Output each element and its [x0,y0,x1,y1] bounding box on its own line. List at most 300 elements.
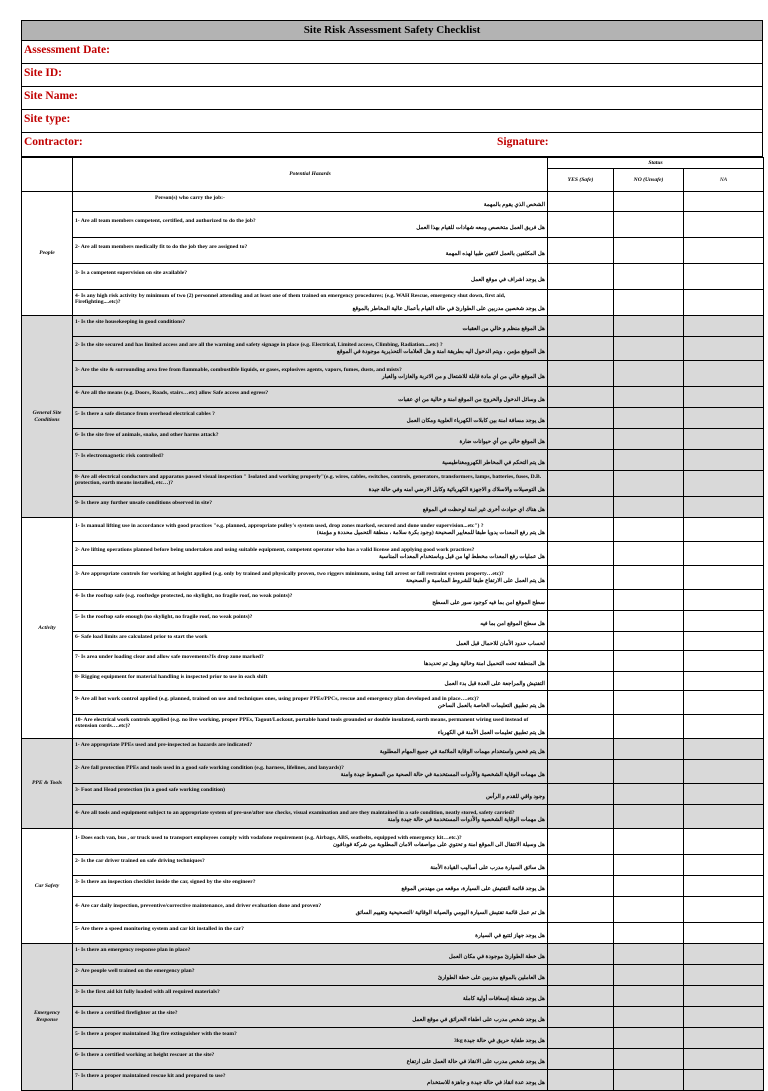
hazard-text-ar: هل يتم العمل على الارتفاع طبقا للشروط المناسبة و الصحيحة [405,577,545,584]
status-na-cell[interactable] [684,784,764,805]
status-yes-cell[interactable] [548,672,614,691]
hazard-text-en: 4- Is there a certified firefighter at the site? [75,1010,178,1017]
status-yes-cell[interactable] [548,651,614,672]
hazard-text-en: 1- Does each van, bus , or truck used to transport employees comply with vodafone requirement (e.g. Airbags, ABS, seatbelts, equipped with emergency kit…etc.)? [75,834,462,841]
hazard-text-en: 2- Is the site secured and has limited access and are all the warning and safety signage in place (e.g. Electrical, Limited access, Climbing, Radiation....etc) ? [75,341,443,348]
status-no-cell[interactable] [614,450,684,471]
section-label: Activity [22,518,73,739]
status-yes-cell[interactable] [548,739,614,760]
status-yes-cell[interactable] [548,805,614,829]
status-no-cell[interactable] [614,944,684,965]
hazard-text-ar: هل يوجد اشراف في موقع العمل [471,276,545,283]
status-na-cell[interactable] [684,611,764,632]
hazard-text-ar: هل يتم تطبيق التعليمات الخاصة بالعمل الساخن [437,702,545,709]
hazard-text-en: 9- Is there any further unsafe conditions observed in site? [75,500,212,507]
status-na-cell[interactable] [684,965,764,986]
status-no-cell[interactable] [614,1049,684,1070]
status-na-cell[interactable] [684,986,764,1007]
hazard-text-ar: الشخص الذي يقوم بالمهمة [483,201,545,208]
table-row [22,212,764,238]
table-row [22,760,764,784]
table-row [22,450,764,471]
section-label: Emergency Response [22,944,73,1091]
hazard-cell [73,316,548,337]
hazard-text-en: 1- Are appropriate PPEs used and pre-inspected as hazards are indicated? [75,742,253,749]
section-label: General Site Conditions [22,316,73,518]
no-header: NO (Unsafe) [614,169,684,192]
table-row [22,829,764,855]
hazard-text-ar: هل الموقع خالي من اي مادة قابلة للاشتعال و من الاتربة والغازات والغبار [381,373,545,380]
hazard-cell [73,264,548,290]
hazard-cell [73,361,548,387]
hazard-text-ar: هل يوجد شخصين مدربين على الطوارئ في حالة القيام بأعمال عالية المخاطر بالموقع [352,305,545,312]
status-no-cell[interactable] [614,897,684,923]
hazard-cell [73,760,548,784]
hazard-text-en: 4- Is any high risk activity by minimum of two (2) personnel attending and at least one of them trained on emergency procedures; (e.g. WAH Rescue, emergency shut down, first aid, Firefighting....etc)? [75,292,506,306]
hazard-cell [73,566,548,590]
status-yes-cell[interactable] [548,542,614,566]
hazard-cell [73,691,548,715]
status-yes-cell[interactable] [548,829,614,855]
hazard-text-ar: هل وسائل الدخول والخروج من الموقع امنة و خالية من اي عقبات [398,397,545,403]
status-na-cell[interactable] [684,387,764,408]
status-na-cell[interactable] [684,1049,764,1070]
table-row [22,739,764,760]
hazard-text-en: 3- Are the site & surrounding area free from flammable, combustible liquids, or gases, explosives agents, vapors, fumes, dusts, and mists? [75,366,402,373]
status-no-cell[interactable] [614,542,684,566]
hazard-cell [73,590,548,611]
status-no-cell[interactable] [614,387,684,408]
table-row [22,1070,764,1091]
status-yes-cell[interactable] [548,316,614,337]
hazard-text-en: 4- Are all tools and equipment subject to an appropriate system of pre-use/after use checks, visual examination and are they maintained in a safe condition, neatly stored, safety carried? [75,809,515,816]
hazard-text-ar: لحساب حدود الأمان للاحمال قبل العمل [456,641,545,647]
hazard-text-ar: هل العاملين بالموقع مدربين على خطة الطوارئ [437,975,545,981]
hazard-text-ar: هل يوجد شخص مدرب على الانقاذ في حالة العمل على ارتفاع [406,1059,545,1065]
status-na-cell[interactable] [684,651,764,672]
status-na-cell[interactable] [684,497,764,518]
hazard-cell [73,192,548,212]
page-title: Site Risk Assessment Safety Checklist [21,20,763,41]
contractor-label: Contractor: [24,136,83,148]
table-row [22,337,764,361]
hazard-text-en: 4- Is the rooftop safe (e.g. rooftedge protected, no skylight, no fragile roof, no weak points)? [75,593,293,600]
hazard-cell [73,429,548,450]
hazard-text-ar: هل التوصيلات والاسلاك و الاجهزة الكهربائية وكابل الارضي امنه وفي حالة جيدة [368,486,545,493]
header-blank [22,158,73,192]
status-no-cell[interactable] [614,805,684,829]
hazard-cell [73,986,548,1007]
hazard-text-ar: هل وسيلة الانتقال الى الموقع امنة و تحتوي على مواصفات الامان المطلوبة من شركة فودافون [332,841,545,848]
table-row [22,715,764,739]
section-label: PPE & Tools [22,739,73,829]
status-yes-cell[interactable] [548,408,614,429]
hazard-text-en: 7- Is there a proper maintained rescue kit and prepared to use? [75,1073,226,1080]
hazard-cell [73,471,548,497]
status-na-cell[interactable] [684,316,764,337]
site-name-label: Site Name: [24,90,78,102]
status-na-cell[interactable] [684,829,764,855]
table-row [22,965,764,986]
status-na-cell[interactable] [684,897,764,923]
table-row [22,192,764,212]
hazard-cell [73,212,548,238]
hazard-text-ar: هل يوجد جهاز لتتبع في السيارة [475,933,545,939]
hazard-text-en: 2- Are people well trained on the emergency plan? [75,968,195,975]
status-na-cell[interactable] [684,450,764,471]
table-row [22,238,764,264]
hazard-cell [73,739,548,760]
hazard-text-ar: هل يوجد طفاية حريق في حالة جيدة 3kg [453,1038,545,1044]
status-no-cell[interactable] [614,986,684,1007]
hazard-table [21,157,764,1091]
status-na-cell[interactable] [684,192,764,212]
status-yes-cell[interactable] [548,855,614,876]
hazard-text-ar: هل يوجد شنطة إسعافات أولية كاملة [462,996,545,1002]
hazard-text-ar: هل تم عمل قائمة تفتيش السيارة اليومي والصيانة الوقائية /التصحيحية وتقييم السائق [355,909,545,916]
table-row [22,855,764,876]
table-row [22,542,764,566]
status-yes-cell[interactable] [548,986,614,1007]
hazard-cell [73,876,548,897]
status-na-cell[interactable] [684,408,764,429]
status-yes-cell[interactable] [548,632,614,651]
status-yes-cell[interactable] [548,238,614,264]
status-na-cell[interactable] [684,805,764,829]
hazard-text-en: 2- Are fall protection PPEs and tools used in a good safe working condition (e.g. harness, lifelines, and lanyards)? [75,764,344,771]
table-row [22,611,764,632]
potential-hazards-header: Potential Hazards [73,158,548,192]
status-no-cell[interactable] [614,1070,684,1091]
status-yes-cell[interactable] [548,429,614,450]
hazard-cell [73,1070,548,1091]
hazard-cell [73,497,548,518]
status-no-cell[interactable] [614,316,684,337]
table-row [22,691,764,715]
hazard-text-ar: هل مهمات الوقاية الشخصية والأدوات المستخدمة في حالة جيدة وامنة [387,816,545,823]
hazard-text-ar: سطح الموقع امن بما فيه كوجود سور على السطح [432,600,545,606]
hazard-text-en: 6- Is there a certified working at height rescuer at the site? [75,1052,215,1059]
status-no-cell[interactable] [614,632,684,651]
status-na-cell[interactable] [684,337,764,361]
status-na-cell[interactable] [684,471,764,497]
status-na-cell[interactable] [684,691,764,715]
status-no-cell[interactable] [614,739,684,760]
status-na-cell[interactable] [684,264,764,290]
status-no-cell[interactable] [614,1028,684,1049]
status-yes-cell[interactable] [548,611,614,632]
table-row [22,897,764,923]
assessment-date-label: Assessment Date: [24,44,110,56]
hazard-text-ar: هل يوجد قائمة التفتيش على السيارة، موقعه من مهندس الموقع [401,886,545,892]
status-no-cell[interactable] [614,829,684,855]
hazard-text-ar: هل المنطقة تحت التحميل امنة وخالية وهل تم تحديدها [423,661,545,667]
hazard-text-ar: هل الموقع خالي من أي حيوانات ضارة [459,439,545,445]
status-header: Status [548,158,764,169]
status-yes-cell[interactable] [548,387,614,408]
table-row [22,672,764,691]
status-yes-cell[interactable] [548,290,614,316]
status-na-cell[interactable] [684,739,764,760]
hazard-text-ar: هل يوجد شخص مدرب على اطفاء الحرائق في موقع العمل [412,1017,545,1023]
hazard-cell [73,408,548,429]
status-yes-cell[interactable] [548,450,614,471]
status-na-cell[interactable] [684,632,764,651]
hazard-text-en: 4- Are all the means (e.g. Doors, Roads, stairs…etc) allow Safe access and egress? [75,390,269,397]
status-na-cell[interactable] [684,944,764,965]
table-row [22,566,764,590]
status-yes-cell[interactable] [548,590,614,611]
status-na-cell[interactable] [684,1028,764,1049]
status-no-cell[interactable] [614,238,684,264]
hazard-cell [73,632,548,651]
table-row [22,923,764,944]
hazard-cell [73,829,548,855]
hazard-text-en: Person(s) who carry the job:- [155,194,225,201]
status-no-cell[interactable] [614,290,684,316]
status-yes-cell[interactable] [548,566,614,590]
table-row [22,497,764,518]
status-yes-cell[interactable] [548,923,614,944]
status-no-cell[interactable] [614,923,684,944]
status-yes-cell[interactable] [548,1070,614,1091]
table-row [22,361,764,387]
hazard-cell [73,855,548,876]
hazard-text-ar: هل فريق العمل متخصص ومعه شهادات للقيام بهذا العمل [416,224,545,231]
status-no-cell[interactable] [614,566,684,590]
hazard-text-en: 2- Are lifting operations planned before being undertaken and using suitable equipment, competent operator who has a valid license and applying good work practices? [75,546,475,553]
status-no-cell[interactable] [614,784,684,805]
hazard-text-ar: هل مهمات الوقاية الشخصية والأدوات المستخدمة في حالة الصحية من السقوط جيدة وامنة [340,771,545,778]
table-row [22,290,764,316]
status-no-cell[interactable] [614,212,684,238]
status-no-cell[interactable] [614,192,684,212]
status-yes-cell[interactable] [548,760,614,784]
hazard-cell [73,784,548,805]
hazard-text-ar: التفتيش والمراجعة على العدة قبل بدء العمل [444,681,545,687]
status-na-cell[interactable] [684,1070,764,1091]
status-yes-cell[interactable] [548,965,614,986]
status-yes-cell[interactable] [548,897,614,923]
table-row [22,429,764,450]
hazard-cell [73,387,548,408]
table-row [22,1007,764,1028]
assessment-date-field[interactable] [21,41,763,64]
hazard-text-en: 3- Is there an inspection checklist inside the car, signed by the site engineer? [75,879,256,886]
table-row [22,316,764,337]
status-na-cell[interactable] [684,566,764,590]
status-no-cell[interactable] [614,855,684,876]
status-no-cell[interactable] [614,965,684,986]
hazard-cell [73,337,548,361]
status-yes-cell[interactable] [548,876,614,897]
status-no-cell[interactable] [614,1007,684,1028]
hazard-cell [73,450,548,471]
signature-label: Signature: [497,136,549,148]
hazard-text-ar: هل الموقع مؤمن ، ويتم الدخول اليه بطريقة امنة و هل العلامات التحذيرية موجودة في الموقع [336,348,545,355]
hazard-text-en: 10- Are electrical work controls applied (e.g. no live working, proper PPEs, Tagout/Lockout, portable hand tools grounded or double insulated, earth means, permanent wiring used instead of extension cords….etc)? [75,716,529,730]
section-label: People [22,192,73,316]
status-na-cell[interactable] [684,518,764,542]
status-no-cell[interactable] [614,876,684,897]
hazard-cell [73,290,548,316]
hazard-text-en: 8- Rigging equipment for material handling is inspected prior to use in each shift [75,674,268,681]
checklist-page [21,20,763,1091]
hazard-cell [73,965,548,986]
hazard-text-ar: هل عمليات رفع المعدات مخطط لها من قبل وباستخدام المعدات المناسبة [378,553,545,560]
hazard-text-en: 3- Is the first aid kit fully loaded with all required materials? [75,989,220,996]
status-no-cell[interactable] [614,651,684,672]
table-row [22,387,764,408]
status-no-cell[interactable] [614,264,684,290]
hazard-text-en: 5- Is there a proper maintained 3kg fire extinguisher with the team? [75,1031,237,1038]
status-yes-cell[interactable] [548,497,614,518]
status-na-cell[interactable] [684,923,764,944]
status-yes-cell[interactable] [548,212,614,238]
section-label: Car Safety [22,829,73,944]
hazard-cell [73,1049,548,1070]
hazard-text-en: 1- Are all team members competent, certified, and authorized to do the job? [75,217,256,224]
status-yes-cell[interactable] [548,361,614,387]
hazard-cell [73,651,548,672]
status-na-cell[interactable] [684,672,764,691]
hazard-text-en: 3- Are appropriate controls for working at height applied (e.g. only by trained and physically proven, two riggers minimum, using fall arrest or fall restraint system property…etc)? [75,570,504,577]
hazard-text-en: 6- Safe load limits are calculated prior to start the work [75,634,208,641]
hazard-text-en: 6- Is the site free of animals, snake, and other harms attack? [75,432,219,439]
hazard-text-ar: هل هناك اي حوادث أخرى غير امنة لوحظت في الموقع [422,507,545,513]
hazard-cell [73,944,548,965]
status-yes-cell[interactable] [548,518,614,542]
status-yes-cell[interactable] [548,784,614,805]
site-id-field[interactable] [21,64,763,87]
status-na-cell[interactable] [684,876,764,897]
status-yes-cell[interactable] [548,1007,614,1028]
status-na-cell[interactable] [684,429,764,450]
hazard-text-en: 8- Are all electrical conductors and apparatus passed visual inspection " Isolated and working properly"(e.g. wires, cables, switches, controls, generators, transformers, lamps, batteries, fuses, D.B. protection, earth means installed, etc…)? [75,473,542,487]
status-na-cell[interactable] [684,212,764,238]
status-no-cell[interactable] [614,471,684,497]
table-row [22,264,764,290]
table-row [22,471,764,497]
status-no-cell[interactable] [614,691,684,715]
status-na-cell[interactable] [684,238,764,264]
hazard-text-en: 1- Is the site housekeeping in good conditions? [75,319,186,326]
hazard-cell [73,518,548,542]
table-row [22,784,764,805]
status-no-cell[interactable] [614,361,684,387]
yes-header: YES (Safe) [548,169,614,192]
status-yes-cell[interactable] [548,471,614,497]
site-id-label: Site ID: [24,67,63,79]
hazard-cell [73,897,548,923]
table-row [22,651,764,672]
table-row [22,1028,764,1049]
hazard-text-en: 4- Are car daily inspection, preventive/corrective maintenance, and driver evaluation done and proven? [75,902,322,909]
hazard-text-ar: هل يتم رفع المعدات يدويا طبقا للمعايير الصحيحة (وجود بكرة سلامة ، منطقة التحميل محددة و مؤمنة) [316,529,545,536]
status-no-cell[interactable] [614,672,684,691]
status-na-cell[interactable] [684,1007,764,1028]
hazard-text-en: 5- Is there a safe distance from overhead electrical cables ? [75,411,215,418]
hazard-text-ar: هل الموقع منظم و خالي من العقبات [462,326,545,332]
status-no-cell[interactable] [614,760,684,784]
hazard-cell [73,1028,548,1049]
hazard-text-ar: هل يتم فحص واستخدام مهمات الوقاية الملائمة في جميع المهام المطلوبة [379,749,545,755]
status-yes-cell[interactable] [548,337,614,361]
site-type-label: Site type: [24,113,71,125]
status-na-cell[interactable] [684,542,764,566]
status-yes-cell[interactable] [548,715,614,739]
status-no-cell[interactable] [614,497,684,518]
site-name-field[interactable] [21,87,763,110]
hazard-text-en: 5- Is the rooftop safe enough (no skylight, no fragile roof, no weak points)? [75,614,253,621]
status-no-cell[interactable] [614,337,684,361]
hazard-text-en: 7- Is electromagnetic risk controlled? [75,453,164,460]
table-row [22,805,764,829]
hazard-text-ar: هل يوجد عدة انقاذ في حالة جيدة و جاهزة للاستخدام [427,1080,545,1086]
status-na-cell[interactable] [684,855,764,876]
hazard-cell [73,923,548,944]
hazard-cell [73,672,548,691]
table-row [22,408,764,429]
status-yes-cell[interactable] [548,1049,614,1070]
hazard-text-ar: هل يتم التحكم في المخاطر الكهرومغناطيسية [442,460,545,466]
status-no-cell[interactable] [614,429,684,450]
status-no-cell[interactable] [614,590,684,611]
hazard-text-ar: هل سطح الموقع امن بما فيه [480,621,545,627]
hazard-cell [73,805,548,829]
table-row [22,632,764,651]
status-yes-cell[interactable] [548,192,614,212]
hazard-text-en: 2- Is the car driver trained on safe driving techniques? [75,858,205,865]
hazard-text-en: 3- Is a competent supervision on site available? [75,269,188,276]
hazard-cell [73,715,548,739]
hazard-text-en: 3- Foot and Head protection (in a good safe working condition) [75,787,226,794]
status-na-cell[interactable] [684,715,764,739]
table-row [22,944,764,965]
contractor-signature-field[interactable] [21,133,763,157]
status-na-cell[interactable] [684,590,764,611]
hazard-text-ar: هل المكلفين بالعمل لائقين طبيا لهذه المهمة [445,250,545,257]
status-no-cell[interactable] [614,408,684,429]
site-type-field[interactable] [21,110,763,133]
status-yes-cell[interactable] [548,944,614,965]
status-yes-cell[interactable] [548,1028,614,1049]
hazard-text-ar: هل يتم تطبيق تعليمات العمل الأمنة في الكهرباء [437,729,545,736]
status-na-cell[interactable] [684,290,764,316]
status-na-cell[interactable] [684,760,764,784]
hazard-text-en: 1- Is there an emergency response plan in place? [75,947,191,954]
hazard-text-en: 1- Is manual lifting use in accordance with good practices "e.g. planned, appropriate pulley's system used, drop zones marked, secured and done under supervision...etc") ? [75,522,484,529]
table-row [22,590,764,611]
status-no-cell[interactable] [614,518,684,542]
table-row [22,876,764,897]
table-row [22,986,764,1007]
hazard-text-en: 5- Are there a speed monitoring system and car kit installed in the car? [75,926,244,933]
hazard-cell [73,611,548,632]
hazard-text-en: 2- Are all team members medically fit to do the job they are assigned to? [75,243,248,250]
hazard-text-ar: هل سائق السيارة مدرب على أساليب القيادة الأمنة [430,865,545,871]
table-row [22,1049,764,1070]
status-na-cell[interactable] [684,361,764,387]
status-no-cell[interactable] [614,611,684,632]
status-yes-cell[interactable] [548,691,614,715]
status-no-cell[interactable] [614,715,684,739]
status-yes-cell[interactable] [548,264,614,290]
hazard-text-ar: هل يوجد مسافة امنة بين كابلات الكهرباء العلوية ومكان العمل [406,418,545,424]
hazard-text-ar: هل خطة الطوارئ موجودة في مكان العمل [448,954,545,960]
hazard-cell [73,542,548,566]
hazard-cell [73,1007,548,1028]
